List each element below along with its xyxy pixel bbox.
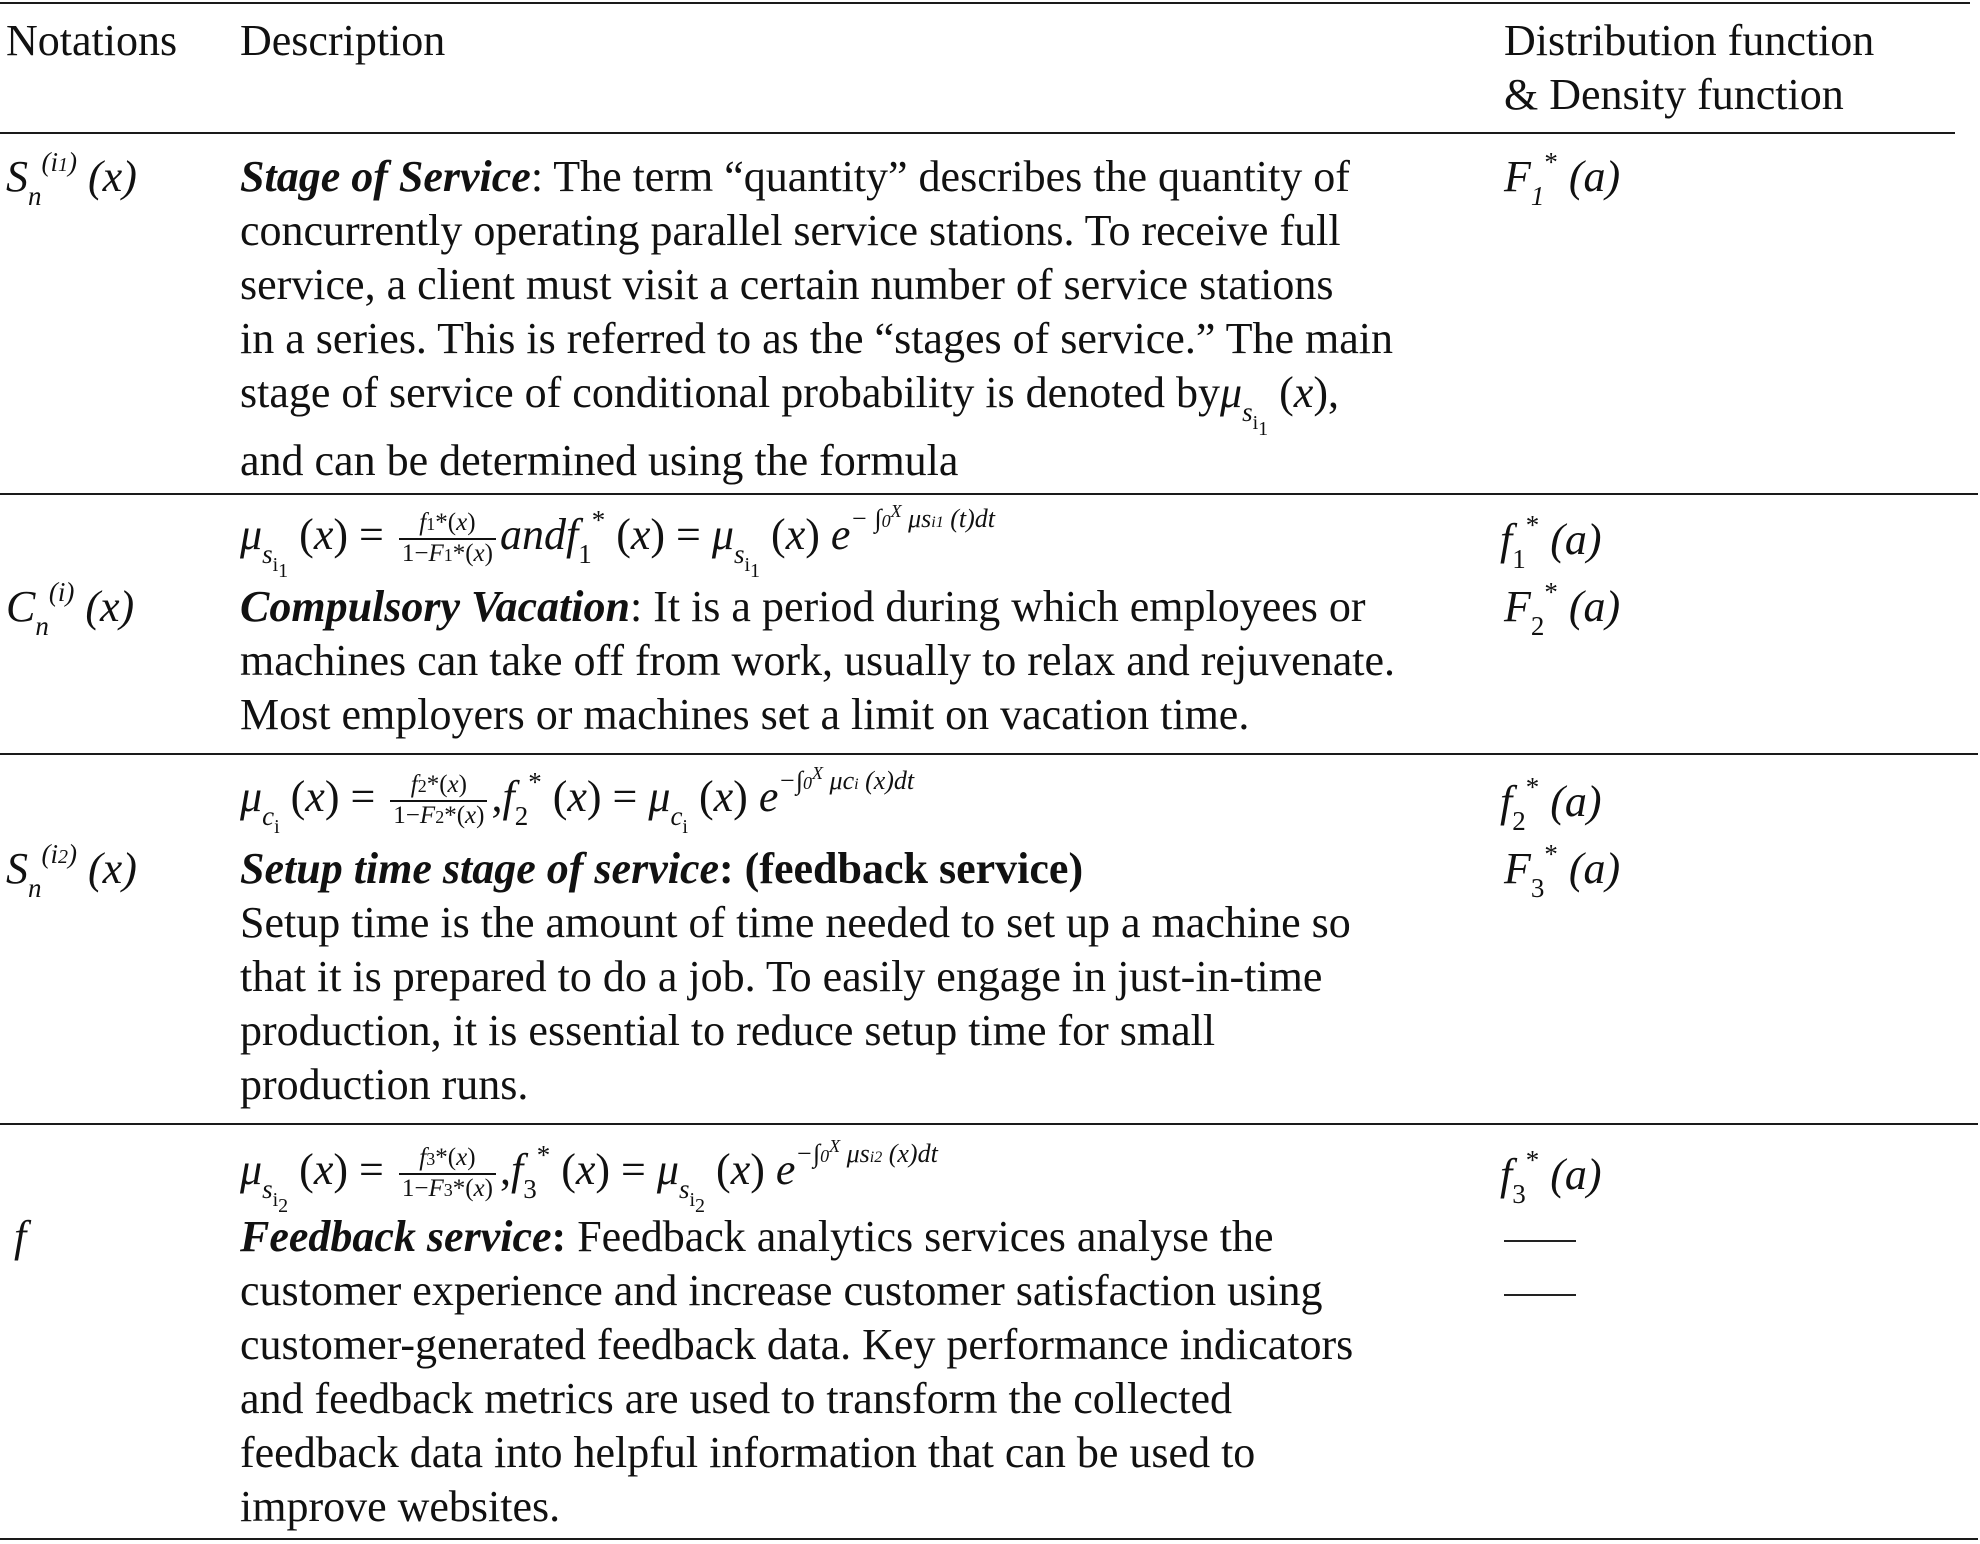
row-rule-3: [0, 1123, 1978, 1125]
header-notations: Notations: [6, 16, 178, 65]
header-distribution-line1: Distribution function: [1504, 16, 1875, 65]
description-stage-of-service: Stage of Service: The term “quantity” describes the quantity of concurrently operating parallel service stations. To receive full service, a client must visit a certain number of service stations in a series. This is referred to as the “stages of service.” The main stage of service of conditional probability is denoted byμ$_{s_{i1}}$ (x), and can be determined using the formula: [240, 152, 1393, 485]
table-top-rule: [0, 2, 1970, 4]
formula-distribution-f2: $f_2^*$ (a): [1500, 772, 1602, 836]
formula-distribution-f3: $f_3^*$ (a): [1500, 1145, 1602, 1209]
formula-mu-si1: $\mu_{s_{i1}}$ (x) = $\frac{f1*(x)}{1-F1*(x)}$ andf$_1$* $(x) = \mu_{s_{i1}}$ (x) $e^{- \int 0^X \mu si1 (t)dt}$: [240, 501, 995, 582]
title-compulsory-vacation: Compulsory Vacation: [240, 582, 630, 631]
title-setup-time: Setup time stage of service: [240, 844, 720, 893]
description-compulsory-vacation: Compulsory Vacation: It is a period during which employees or machines can take off from work, usually to relax and rejuvenate. Most employers or machines set a limit on vacation time.: [240, 582, 1395, 739]
notation-stage-of-service: $S_n^{(i1)}$ (x): [6, 147, 137, 211]
description-feedback: Feedback service: Feedback analytics services analyse the customer experience and increase customer satisfaction using customer-generated feedback data. Key performance indicators and feedback metrics are used to transform the collected feedback data into helpful information that can be used to improve websites.: [240, 1212, 1354, 1531]
distribution-F1: $F_1^*$ (a): [1504, 147, 1621, 211]
notation-setup-time: $S_n^{(i2)}$ (x): [6, 839, 137, 903]
formula-mu-si2: $\mu_{s_{i2}}$ (x) = $\frac{f3*(x)}{1-F3*(x)}$ $,f_3^*$ $(x) = \mu_{s_{i2}}$ (x) $e^{-\int 0^X \mu si2 (x)dt}$: [240, 1136, 938, 1217]
formula-mu-ci: $\mu_{c_i}$ (x) = $\frac{f2*(x)}{1-F2*(x)}$ $,f_2^*$ $(x) = \mu_{c_i}$ (x) $e^{-\int 0^X \mu ci (x)dt}$: [240, 763, 915, 838]
distribution-F2: $F_2^*$ (a): [1504, 577, 1621, 641]
description-setup-time: Setup time stage of service: (feedback service) Setup time is the amount of time needed to set up a machine so that it is prepared to do a job. To easily engage in just-in-time production, it is essential to reduce setup time for small production runs.: [240, 844, 1351, 1109]
distribution-dash-1: [1504, 1240, 1576, 1242]
distribution-F3: $F_3^*$ (a): [1504, 839, 1621, 903]
notation-compulsory-vacation: $C_n^{(i)}$ (x): [6, 577, 135, 641]
row-rule-1: [0, 493, 1978, 495]
row-rule-2: [0, 753, 1978, 755]
header-description: Description: [240, 16, 446, 65]
distribution-dash-2: [1504, 1294, 1576, 1296]
title-stage-of-service: Stage of Service: [240, 152, 531, 201]
title-feedback-service: Feedback service: [240, 1212, 552, 1261]
formula-distribution-f1: $f_1^*$ (a): [1500, 510, 1602, 574]
table-bottom-rule: [0, 1538, 1978, 1540]
notation-feedback: f: [14, 1212, 27, 1261]
header-distribution-line2: & Density function: [1504, 70, 1844, 119]
header-rule: [0, 132, 1955, 134]
